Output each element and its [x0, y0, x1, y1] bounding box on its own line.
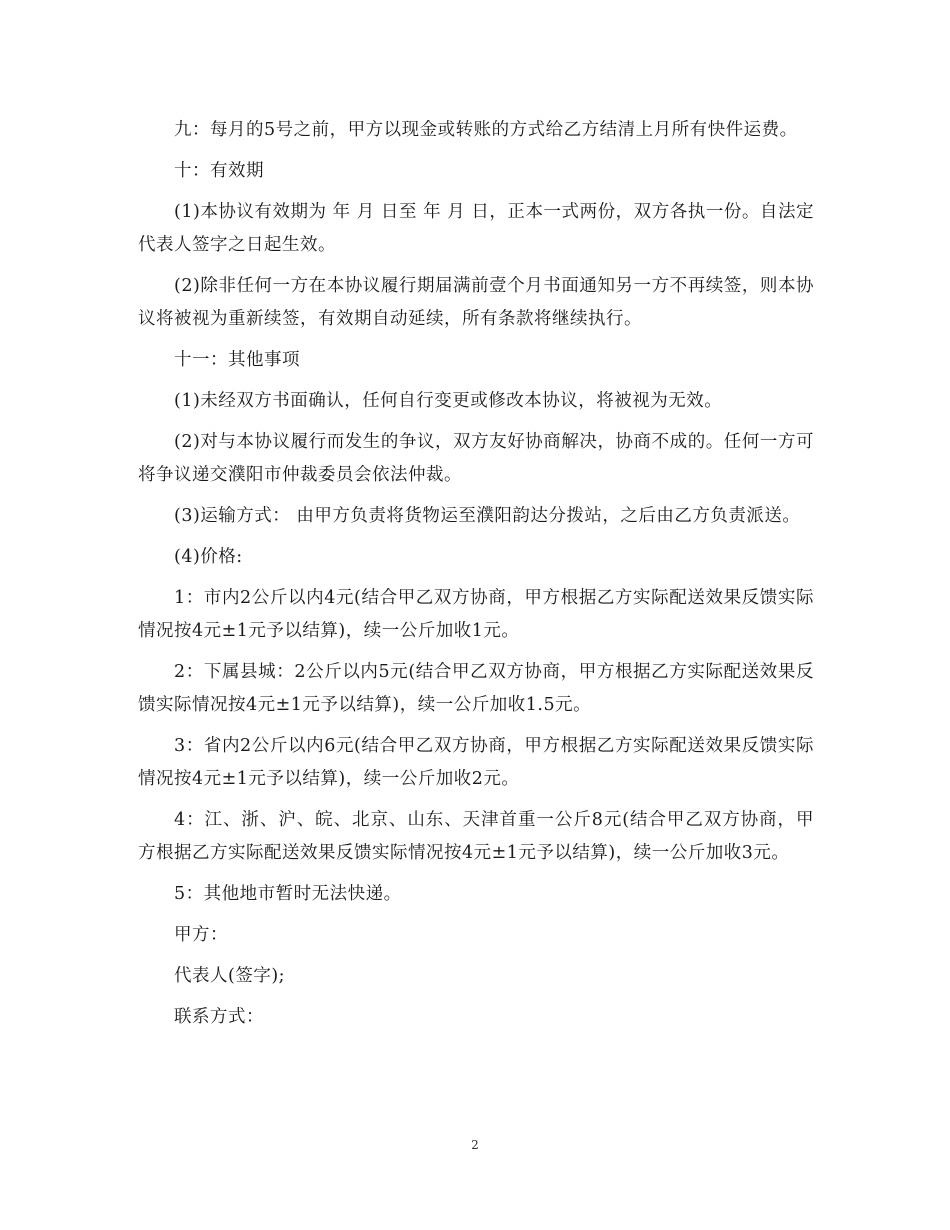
price-item-regions: 4：江、浙、沪、皖、北京、山东、天津首重一公斤8元(结合甲乙双方协商，甲方根据乙方实际配送效果反馈实际情况按4元±1元予以结算)，续一公斤加收3元。: [138, 810, 814, 863]
price-item-city: 1：市内2公斤以内4元(结合甲乙双方协商，甲方根据乙方实际配送效果反馈实际情况按4元±1元予以结算)，续一公斤加收1元。: [138, 588, 814, 641]
paragraph-other-1: (1)未经双方书面确认，任何自行变更或修改本协议，将被视为无效。: [174, 391, 723, 411]
page-number: 2: [471, 1138, 479, 1152]
paragraph-validity-2: (2)除非任何一方在本协议履行期届满前壹个月书面通知另一方不再续签，则本协议将被视为重新续签，有效期自动延续，所有条款将继续执行。: [138, 276, 814, 329]
contact-info-label: 联系方式：: [174, 1007, 264, 1027]
heading-price: (4)价格:: [174, 547, 243, 567]
representative-signature-label: 代表人(签字);: [174, 966, 286, 986]
paragraph-validity-1: (1)本协议有效期为 年 月 日至 年 月 日，正本一式两份，双方各执一份。自法定代表人签字之日起生效。: [138, 202, 814, 255]
document-body: [138, 114, 814, 1042]
price-item-county: 2：下属县城：2公斤以内5元(结合甲乙双方协商，甲方根据乙方实际配送效果反馈实际情况按4元±1元予以结算)，续一公斤加收1.5元。: [138, 662, 814, 715]
heading-other-matters: 十一：其他事项: [174, 350, 300, 370]
price-item-province: 3：省内2公斤以内6元(结合甲乙双方协商，甲方根据乙方实际配送效果反馈实际情况按4元±1元予以结算)，续一公斤加收2元。: [138, 736, 814, 789]
heading-validity-period: 十：有效期: [174, 161, 264, 181]
paragraph-payment-terms: 九：每月的5号之前，甲方以现金或转账的方式给乙方结清上月所有快件运费。: [174, 120, 798, 140]
paragraph-other-2: (2)对与本协议履行而发生的争议，双方友好协商解决，协商不成的。任何一方可将争议递交濮阳市仲裁委员会依法仲裁。: [138, 432, 814, 485]
price-item-other: 5：其他地市暂时无法快递。: [174, 884, 402, 904]
party-a-label: 甲方：: [174, 925, 228, 945]
paragraph-transport-method: (3)运输方式： 由甲方负责将货物运至濮阳韵达分拨站，之后由乙方负责派送。: [174, 506, 801, 526]
